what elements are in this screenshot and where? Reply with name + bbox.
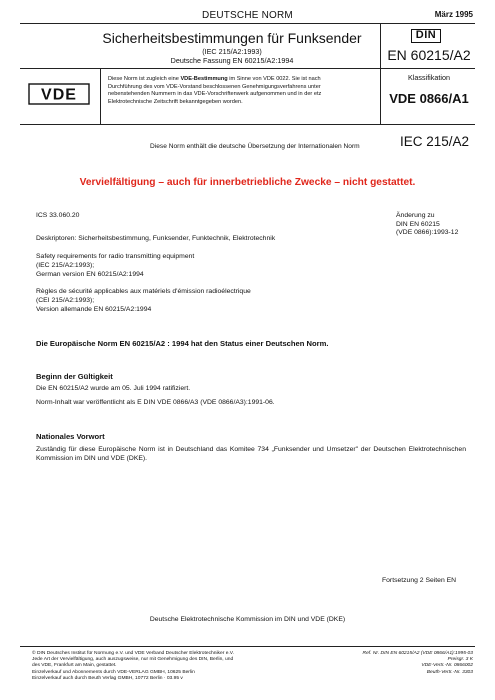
- footer-reference: [363, 651, 473, 676]
- vde-logo-text: VDE: [41, 86, 77, 104]
- document-title: Sicherheitsbestimmungen für Funksender: [102, 30, 362, 46]
- document-german-version: Deutsche Fassung EN 60215/A2:1994: [170, 56, 294, 65]
- status-statement: Die Europäische Norm EN 60215/A2 : 1994 hat den Status einer Deutschen Norm.: [36, 339, 329, 348]
- vde-notice-line-4: Elektrotechnische Zeitschrift bekanntgegeben worden.: [108, 99, 243, 106]
- french-title-block: [36, 288, 251, 314]
- english-title-line: German version EN 60215/A2:1994: [36, 270, 144, 278]
- french-title-line: (CEI 215/A2:1993);: [36, 296, 95, 304]
- vde-notice-bold: VDE-Bestimmung: [180, 76, 228, 82]
- commission-name: Deutsche Elektrotechnische Kommission im DIN und VDE (DKE): [149, 616, 346, 623]
- document-iec-reference: (IEC 215/A2:1993): [202, 47, 262, 56]
- english-title-line: Safety requirements for radio transmitting equipment: [36, 253, 195, 260]
- french-title-line: Version allemande EN 60215/A2:1994: [36, 305, 152, 313]
- title-rule: [20, 68, 475, 69]
- din-number: EN 60215/A2: [387, 47, 471, 63]
- continuation-note: Fortsetzung 2 Seiten EN: [382, 577, 457, 584]
- vde-notice-line-3: nebenstehenden Nummern in das VDE-Vorschriftenwerk aufgenommen und in der etz: [108, 91, 322, 98]
- vorwort-text: Zuständig für diese Europäische Norm ist in Deutschland das Komitee 734 „Funksender und Umsetzer" der Deutschen Elektrotechnischen Kommission im DIN und VDE (DKE).: [36, 446, 466, 462]
- vde-notice-prefix: Diese Norm ist zugleich eine: [108, 76, 181, 82]
- english-title-block: [36, 253, 194, 279]
- klassifikation-label: Klassifikation: [408, 73, 450, 82]
- footer-copyright: [32, 651, 332, 682]
- footer-rule: [20, 646, 475, 647]
- aenderung-line: DIN EN 60215: [396, 220, 440, 228]
- aenderung-block: [396, 212, 458, 238]
- international-norm-note: Diese Norm enthält die deutsche Übersetzung der Internationalen Norm: [150, 143, 360, 150]
- footer-left-line: Einzelverkauf auch durch Beuth Verlag GMBH, 10772 Berlin · 03.95 v: [32, 675, 183, 681]
- french-title-line: Règles de sécurité applicables aux matériels d'émission radioélectrique: [36, 288, 251, 295]
- vde-notice-line-2: Durchführung des vom VDE-Vorstand beschlossenen Genehmigungsverfahrens unter: [108, 83, 321, 90]
- aenderung-line: (VDE 0866):1993-12: [396, 229, 459, 237]
- vde-logo: [28, 83, 90, 105]
- norm-header: DEUTSCHE NORM: [202, 10, 293, 21]
- footer-right-line: VDE-Vertr.-Nr. 0866002: [421, 663, 473, 669]
- gueltigkeit-line: Die EN 60215/A2 wurde am 05. Juli 1994 ratifiziert.: [36, 385, 191, 392]
- vde-divider: [100, 68, 101, 124]
- footer-left-line: © DIN Deutsches Institut für Normung e.V. und VDE Verband Deutscher Elektrotechniker e.V.: [32, 651, 234, 656]
- english-title-line: (IEC 215/A2:1993);: [36, 261, 95, 269]
- footer-right-line: Beuth-Vertr.-Nr. 3303: [426, 669, 473, 675]
- footer-left-line: Einzelverkauf und Abonnements durch VDE-VERLAG GMBH, 10625 Berlin: [32, 669, 195, 675]
- din-logo: DIN: [411, 29, 441, 43]
- vde-notice-rest: im Sinne von VDE 0022. Sie ist nach: [227, 76, 321, 82]
- copy-warning: Vervielfältigung – auch für innerbetriebliche Zwecke – nicht gestattet.: [79, 177, 416, 188]
- footer-left-line: Jede Art der Vervielfältigung, auch auszugsweise, nur mit Genehmigung des DIN, Berlin, und: [32, 657, 234, 663]
- gueltigkeit-line: Norm-Inhalt war veröffentlicht als E DIN VDE 0866/A3 (VDE 0866/A3):1991-06.: [36, 399, 275, 406]
- vde-notice: [108, 76, 380, 107]
- deskriptoren: Deskriptoren: Sicherheitsbestimmung, Funksender, Funktechnik, Elektrotechnik: [36, 235, 276, 242]
- aenderung-line: Änderung zu: [396, 212, 435, 219]
- title-divider: [380, 23, 381, 124]
- international-norm-number: IEC 215/A2: [400, 134, 470, 149]
- vde-rule: [20, 124, 475, 125]
- publication-date: März 1995: [434, 10, 473, 19]
- klassifikation-value: VDE 0866/A1: [389, 91, 469, 106]
- footer-left-line: des VDE, Frankfurt am Main, gestattet.: [32, 663, 117, 669]
- ics-code: ICS 33.060.20: [36, 212, 80, 219]
- gueltigkeit-heading: Beginn der Gültigkeit: [36, 372, 113, 381]
- top-rule: [20, 23, 475, 24]
- footer-right-line: Preisgr. 3 K: [447, 657, 473, 663]
- vorwort-heading: Nationales Vorwort: [36, 432, 105, 441]
- footer-right-line: Ref. Nr. DIN EN 60215/A2 (VDE 0866/A1):1995-03: [362, 651, 473, 656]
